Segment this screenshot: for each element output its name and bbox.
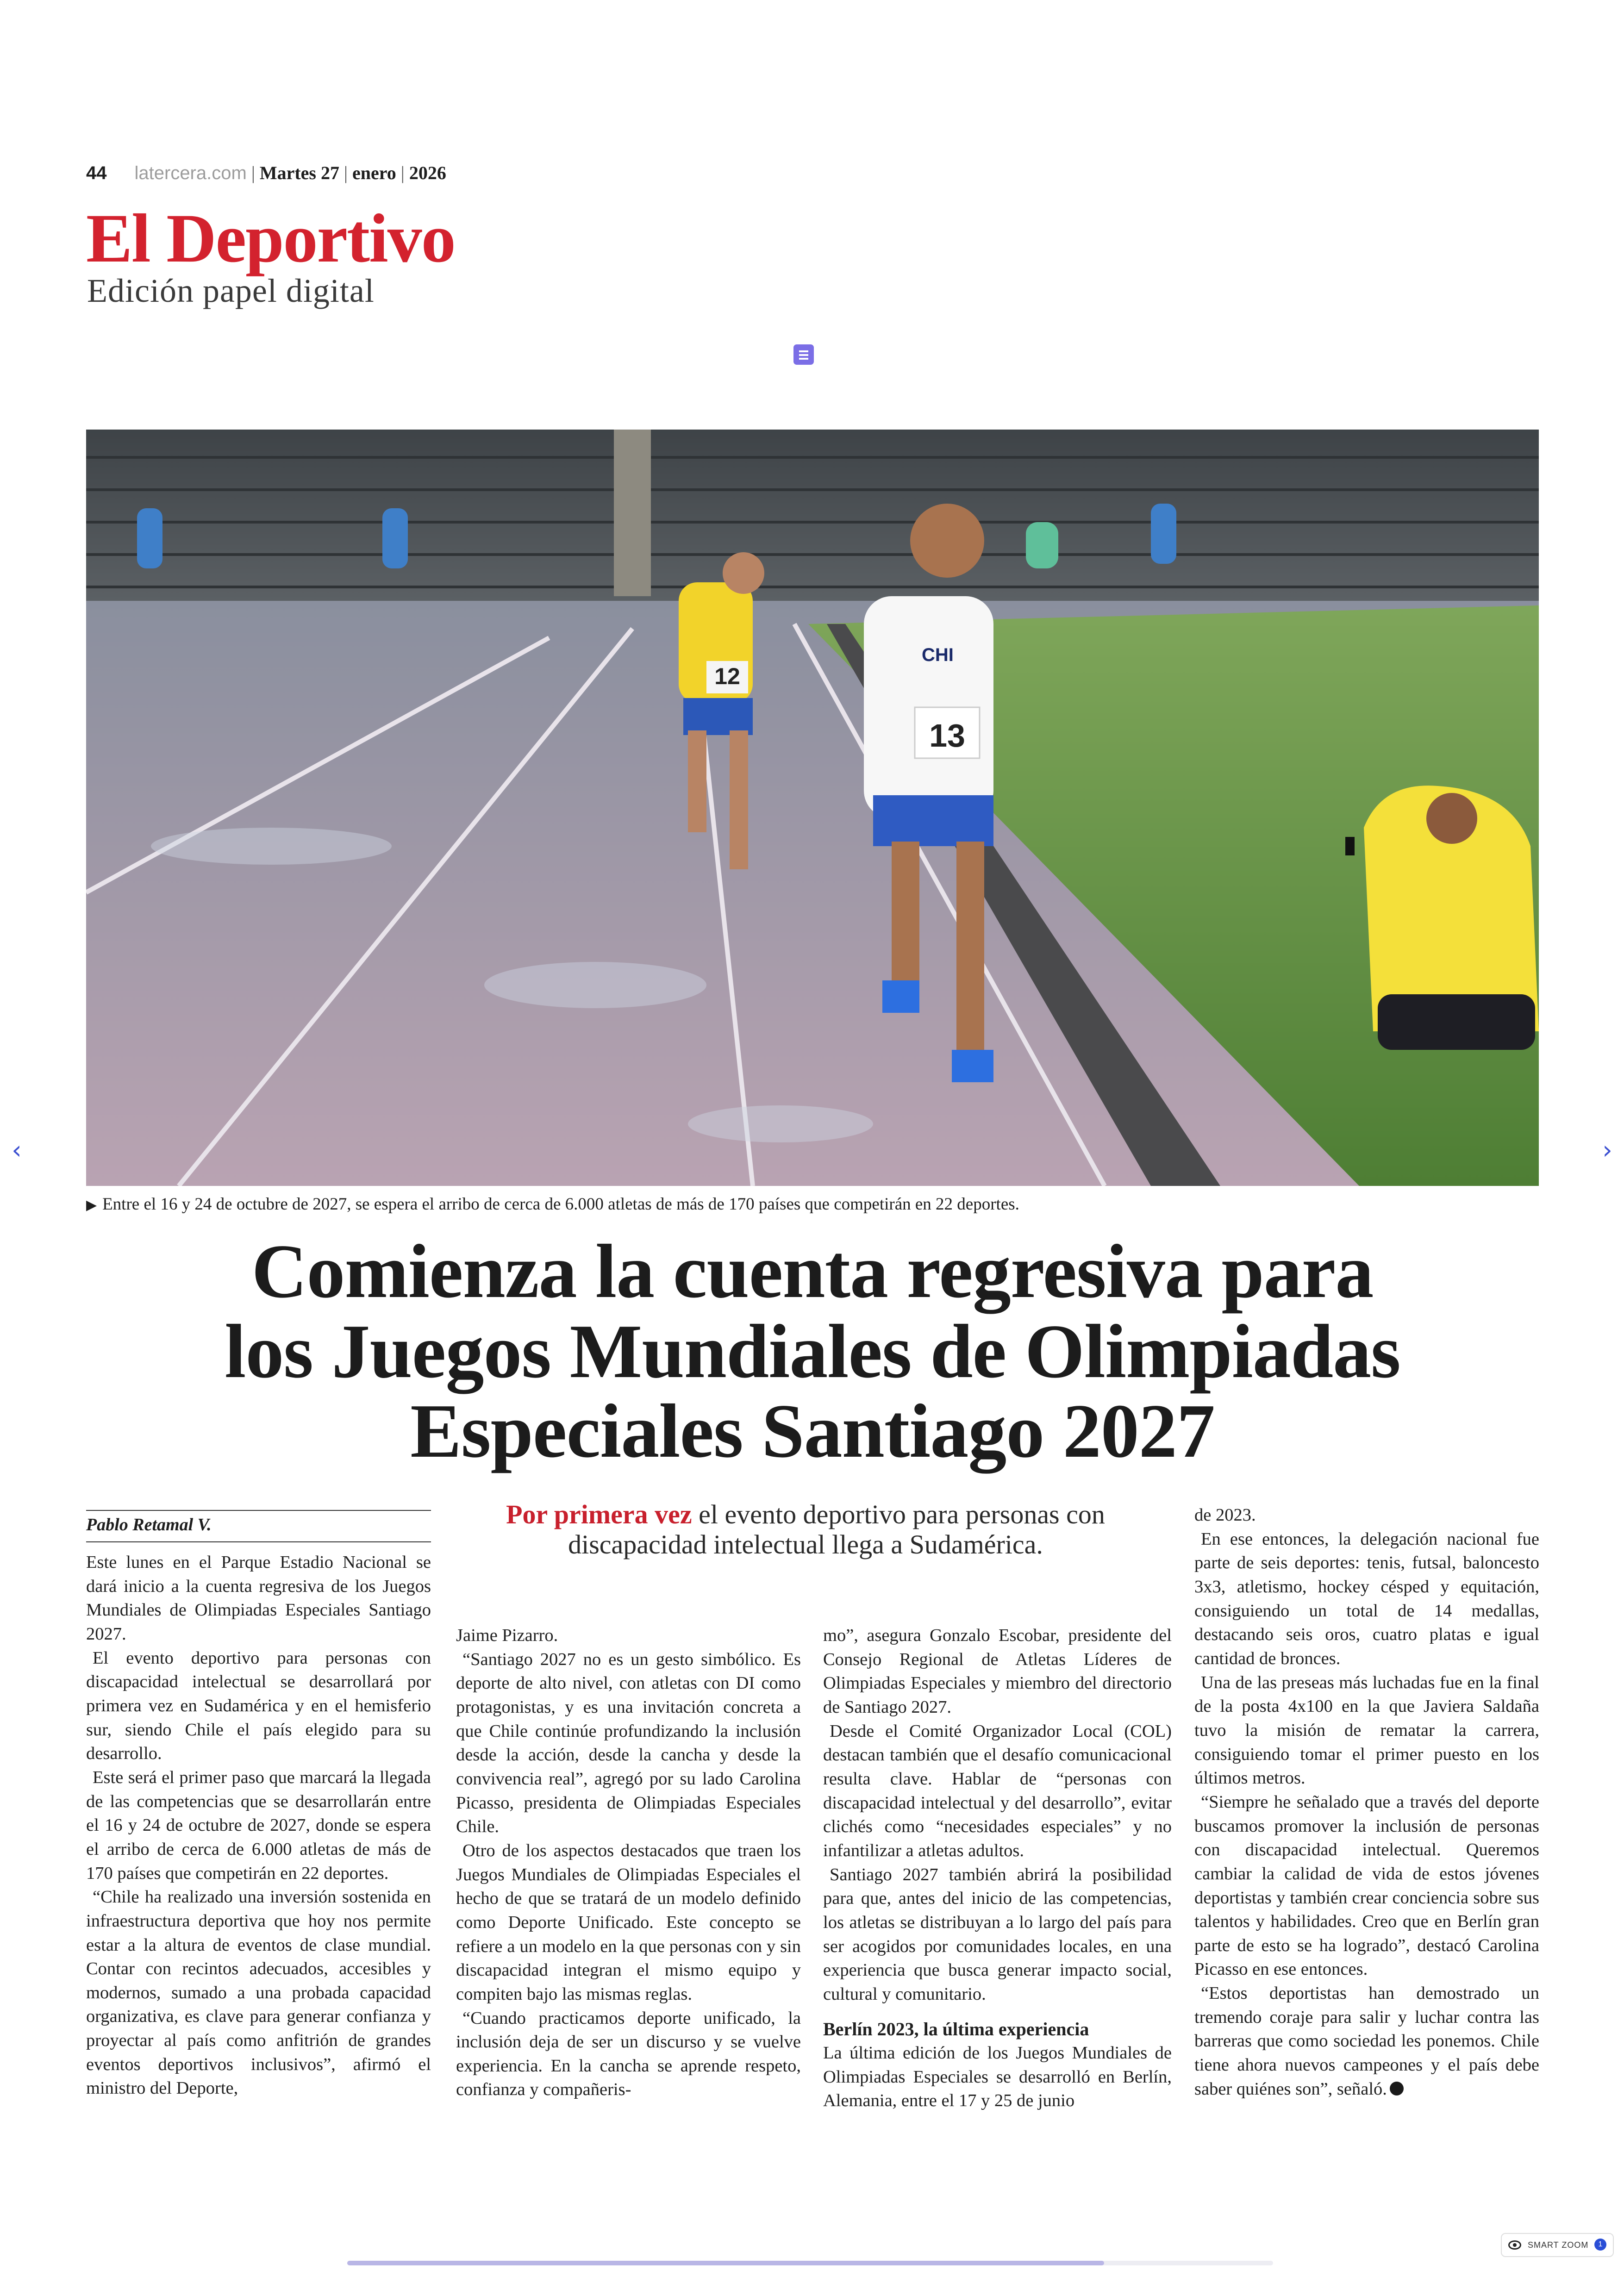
article-headline bbox=[86, 1229, 1539, 1474]
next-page-arrow-icon[interactable]: › bbox=[1602, 1135, 1612, 1165]
page-number: 44 bbox=[86, 163, 107, 183]
paragraph: Una de las preseas más luchadas fue en la final de la posta 4x100 en la que Javiera Saldaña tuvo la misión de rematar la carrera, consiguiendo tomar el primer puesto en los últimos metros. bbox=[1194, 1672, 1539, 1788]
paragraph: Santiago 2027 también abrirá la posibilidad para que, antes del inicio de las competencias, los atletas se distribuyan a lo largo del país para ser acogidos por comunidades locales, en una experiencia que busca generar impacto social, cultural y comunitario. bbox=[823, 1865, 1172, 2004]
site-name: latercera.com bbox=[134, 163, 247, 183]
photo-caption bbox=[86, 1194, 1019, 1214]
body-column-1 bbox=[86, 1551, 431, 2101]
paragraph: Este lunes en el Parque Estadio Nacional se dará inicio a la cuenta regresiva de los Juegos Mundiales de Olimpiadas Especiales Santiago 2027. bbox=[86, 1553, 431, 1644]
paragraph: Desde el Comité Organizador Local (COL) destacan también que el desafío comunicacional resulta clave. Hablar de “personas con discapacidad intelectual y del desarrollo”, evitar clichés como “necesidades especiales” y no infantilizar a atletas adultos. bbox=[823, 1721, 1172, 1860]
paragraph: Otro de los aspectos destacados que traen los Juegos Mundiales de Olimpiadas Especiales el hecho de que se tratará de un modelo definido como Deporte Unificado. Este concepto se refiere a un modelo en la que personas con y sin discapacidad integran el mismo equipo y compiten bajo las mismas reglas. bbox=[456, 1840, 801, 2004]
paragraph-text: “Estos deportistas han demostrado un tremendo coraje para salir y luchar contra las barreras que como sociedad les ponemos. Chile tiene ahora nuevos campeones y el país debe saber quiénes son”, señaló. bbox=[1194, 1983, 1539, 2099]
caption-triangle-icon: ▶ bbox=[86, 1197, 97, 1213]
article-photo bbox=[86, 430, 1539, 1186]
body-column-3 bbox=[823, 1624, 1172, 2113]
paragraph: de 2023. bbox=[1194, 1505, 1256, 1525]
paragraph: “Chile ha realizado una inversión sostenida en infraestructura deportiva que hoy nos permite estar a la altura de eventos de clase mundial. Contar con recintos adecuados, accesibles y modernos, sumado a una probada capacidad organizativa, es clave para generar confianza y proyectar al país como anfitrión de grandes eventos deportivos inclusivos”, afirmó el ministro del Deporte, bbox=[86, 1887, 431, 2098]
paragraph: “Cuando practicamos deporte unificado, la inclusión deja de ser un discurso y se vuelve experiencia. En la cancha se aprende respeto, confianza y compañeris- bbox=[456, 2008, 801, 2100]
caption-text: Entre el 16 y 24 de octubre de 2027, se espera el arribo de cerca de 6.000 atletas de más de 170 países que competirán en 22 deportes. bbox=[102, 1195, 1019, 1214]
header-month: enero bbox=[352, 162, 396, 183]
note-icon[interactable] bbox=[793, 344, 814, 365]
bib-13: 13 bbox=[929, 717, 965, 754]
smart-zoom-badge: 1 bbox=[1594, 2239, 1606, 2251]
paragraph: “Siempre he señalado que a través del deporte buscamos promover la inclusión de personas con discapacidad intelectual. Queremos cambiar la calidad de vida de estos jóvenes deportistas y también crear conciencia sobre sus talentos y habilidades. Creo que en Berlín gran parte de esto se ha logrado”, destacó Carolina Picasso en ese entonces. bbox=[1194, 1792, 1539, 1979]
body-column-2 bbox=[456, 1624, 801, 2102]
header-year: 2026 bbox=[409, 162, 446, 183]
paragraph-last bbox=[1194, 1982, 1539, 2101]
article-deck bbox=[456, 1500, 1155, 1560]
paragraph: “Santiago 2027 no es un gesto simbólico. Es deporte de alto nivel, con atletas con DI como protagonistas, y es una invitación concreta a que Chile continúe profundizando la inclusión desde la acción, desde la cancha y desde la convivencia real”, agregó por su lado Carolina Picasso, presidenta de Olimpiadas Especiales Chile. bbox=[456, 1649, 801, 1837]
smart-zoom-button[interactable] bbox=[1501, 2233, 1614, 2257]
section-subtitle: Edición papel digital bbox=[87, 272, 375, 309]
paragraph: La última edición de los Juegos Mundiales de Olimpiadas Especiales se desarrolló en Berlín, Alemania, entre el 17 y 25 de junio bbox=[823, 2043, 1172, 2111]
body-column-4 bbox=[1194, 1503, 1539, 2101]
deck-highlight: Por primera vez bbox=[506, 1499, 692, 1529]
header-day: Martes 27 bbox=[259, 162, 339, 183]
headline-line: Comienza la cuenta regresiva para bbox=[251, 1229, 1374, 1314]
shirt-text: CHI bbox=[922, 645, 954, 665]
eye-icon bbox=[1508, 2240, 1521, 2250]
end-mark-icon bbox=[1390, 2082, 1404, 2095]
scrollbar-thumb[interactable] bbox=[347, 2261, 1104, 2265]
deck-text: discapacidad intelectual llega a Sudamérica. bbox=[568, 1529, 1043, 1559]
byline: Pablo Retamal V. bbox=[86, 1515, 212, 1534]
paragraph: En ese entonces, la delegación nacional fue parte de seis deportes: tenis, futsal, baloncesto 3x3, atletismo, hockey césped y equitación, consiguiendo un total de 14 medallas, destacando seis oros, cuatro platas e igual cantidad de bronces. bbox=[1194, 1529, 1539, 1668]
paragraph: Jaime Pizarro. bbox=[456, 1626, 558, 1645]
previous-page-arrow-icon[interactable]: ‹ bbox=[12, 1135, 22, 1165]
page-header: 44 latercera.com | Martes 27 | enero | 2026 bbox=[86, 162, 446, 183]
section-title: El Deportivo bbox=[86, 200, 455, 277]
paragraph: mo”, asegura Gonzalo Escobar, presidente del Consejo Regional de Atletas Líderes de Olimpiadas Especiales y miembro del directorio de Santiago 2027. bbox=[823, 1626, 1172, 1717]
headline-line: Especiales Santiago 2027 bbox=[410, 1388, 1215, 1474]
headline-line: los Juegos Mundiales de Olimpiadas bbox=[225, 1308, 1400, 1394]
smart-zoom-label: SMART ZOOM bbox=[1528, 2240, 1589, 2250]
paragraph: Este será el primer paso que marcará la llegada de las competencias que se desarrollarán entre el 16 y 24 de octubre de 2027, donde se espera el arribo de cerca de 6.000 atletas de más de 170 países que competirán en 22 deportes. bbox=[86, 1767, 431, 1883]
byline-rule bbox=[86, 1510, 431, 1511]
deck-text: el evento deportivo para personas con bbox=[692, 1499, 1105, 1529]
byline-rule bbox=[86, 1541, 431, 1542]
paragraph: El evento deportivo para personas con discapacidad intelectual se desarrollará por primera vez en Sudamérica y en el hemisferio sur, siendo Chile el país elegido para su desarrollo. bbox=[86, 1648, 431, 1764]
bib-12: 12 bbox=[714, 663, 740, 689]
subheading: Berlín 2023, la última experiencia bbox=[823, 2018, 1089, 2039]
